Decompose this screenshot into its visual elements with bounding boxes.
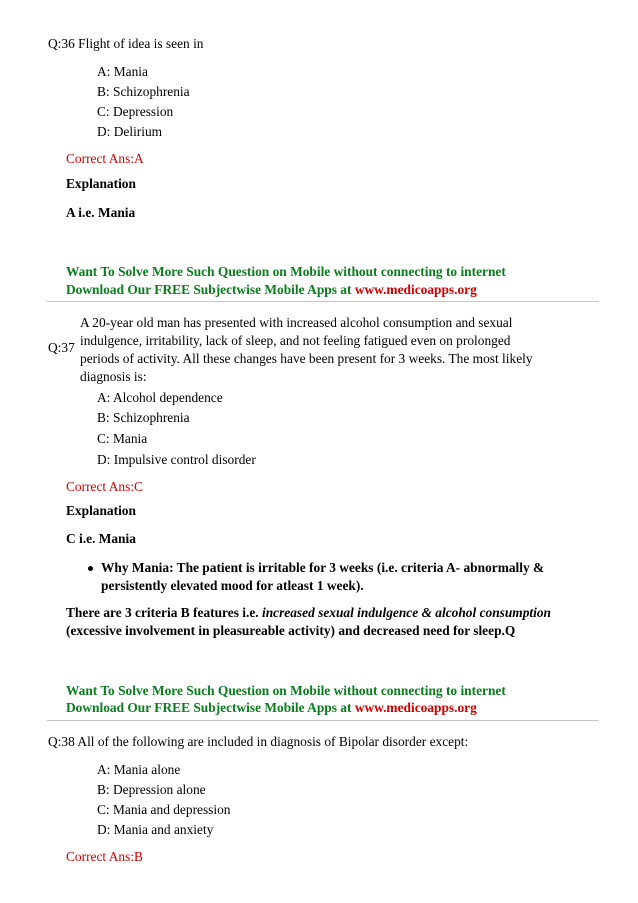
option-b: B: Schizophrenia xyxy=(97,84,190,99)
correct-answer: Correct Ans:C xyxy=(66,479,143,494)
bullet-text: Why Mania: The patient is irritable for 3 weeks (i.e. criteria A- abnormally & persistently elevated mood for atleast 1 week). xyxy=(101,560,545,593)
explanation-text: A i.e. Mania xyxy=(66,205,136,220)
question-38-stem xyxy=(48,734,468,750)
correct-answer: Correct Ans:A xyxy=(66,151,144,166)
question-text: All of the following are included in diagnosis of Bipolar disorder except: xyxy=(77,734,469,749)
promo-link[interactable]: www.medicoapps.org xyxy=(354,700,477,715)
question-number: Q:38 xyxy=(48,734,75,749)
question-number: Q:37 xyxy=(48,340,75,355)
explanation-title: C i.e. Mania xyxy=(66,531,136,546)
option-c: C: Mania and depression xyxy=(97,802,231,817)
divider xyxy=(47,720,599,721)
promo-prefix: Download Our FREE Subjectwise Mobile Apps at xyxy=(66,282,352,297)
promo-line-2 xyxy=(66,282,477,298)
bullet-icon xyxy=(88,566,93,571)
question-text: Flight of idea is seen in xyxy=(78,36,204,51)
option-a: A: Mania alone xyxy=(97,762,181,777)
para-prefix: There are 3 criteria B features i.e. xyxy=(66,605,259,620)
question-text: A 20-year old man has presented with increased alcohol consumption and sexual indulgence, irritability, lack of sleep, and not feeling fatigued even on prolonged periods of activity. All these changes have been present for 3 weeks. The most likely diagnosis is: xyxy=(80,315,533,384)
explanation-paragraph xyxy=(66,604,586,640)
promo-line-1: Want To Solve More Such Question on Mobile without connecting to internet xyxy=(66,683,506,698)
para-italic: increased sexual indulgence & alcohol consumption xyxy=(261,605,552,620)
question-number: Q:36 xyxy=(48,36,75,51)
correct-answer: Correct Ans:B xyxy=(66,849,143,864)
explanation-heading: Explanation xyxy=(66,176,136,191)
option-c: C: Depression xyxy=(97,104,174,119)
question-36-stem xyxy=(48,36,204,52)
promo-line-2 xyxy=(66,700,477,716)
option-a: A: Alcohol dependence xyxy=(97,390,223,405)
para-suffix: (excessive involvement in pleasureable activity) and decreased need for sleep.Q xyxy=(66,623,516,638)
option-b: B: Depression alone xyxy=(97,782,206,797)
promo-prefix: Download Our FREE Subjectwise Mobile Apps at xyxy=(66,700,352,715)
option-d: D: Impulsive control disorder xyxy=(97,452,256,467)
promo-line-1: Want To Solve More Such Question on Mobile without connecting to internet xyxy=(66,264,506,279)
option-d: D: Delirium xyxy=(97,124,163,139)
option-d: D: Mania and anxiety xyxy=(97,822,214,837)
promo-link[interactable]: www.medicoapps.org xyxy=(354,282,477,297)
option-a: A: Mania xyxy=(97,64,148,79)
explanation-heading: Explanation xyxy=(66,503,136,518)
option-b: B: Schizophrenia xyxy=(97,410,190,425)
option-c: C: Mania xyxy=(97,431,148,446)
divider xyxy=(47,301,599,302)
